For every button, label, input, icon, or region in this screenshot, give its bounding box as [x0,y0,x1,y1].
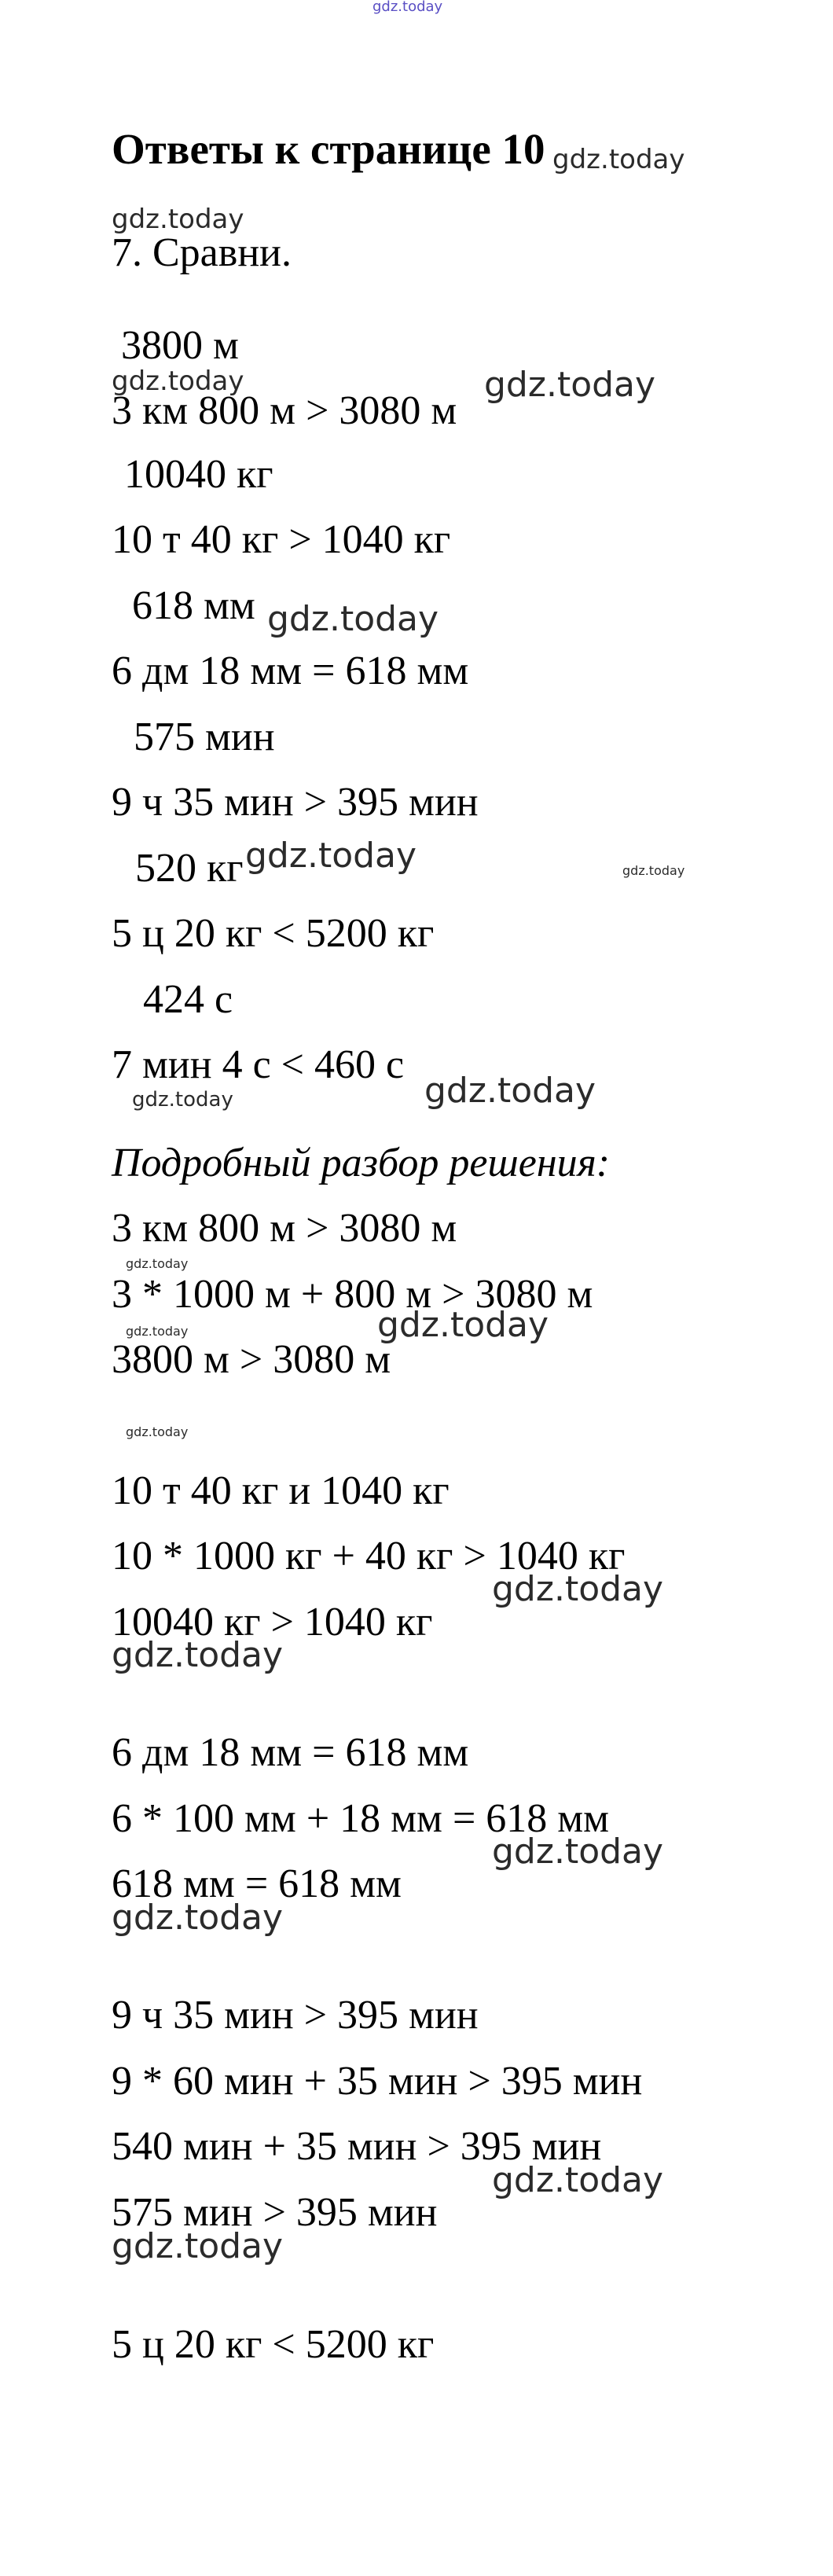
answer-hint-4: 575 мин [134,715,275,759]
solution-4-line-2: 9 * 60 мин + 35 мин > 395 мин [112,2059,643,2104]
solution-4-line-4: 575 мин > 395 мин [112,2190,438,2235]
watermark-s1d[interactable]: gdz.today [126,1424,189,1439]
watermark-s1c[interactable]: gdz.today [377,1305,549,1345]
page-title [112,126,545,173]
watermark-s4a[interactable]: gdz.today [492,2160,664,2200]
solution-5-line-1: 5 ц 20 кг < 5200 кг [112,2322,435,2367]
watermark-a3[interactable]: gdz.today [267,599,439,639]
answer-expr-3: 6 дм 18 мм = 618 мм [112,649,469,693]
watermark-a6-small[interactable]: gdz.today [132,1088,233,1112]
page-title-text: Ответы к странице 10 [112,125,545,173]
watermark-s1b[interactable]: gdz.today [126,1324,189,1339]
watermark-s1a[interactable]: gdz.today [126,1256,189,1271]
watermark-s2a[interactable]: gdz.today [492,1569,664,1609]
answer-expr-2: 10 т 40 кг > 1040 кг [112,517,451,562]
watermark-a1[interactable]: gdz.today [112,366,244,397]
watermark-s4b[interactable]: gdz.today [112,2226,284,2266]
answer-hint-5: 520 кг [135,846,244,891]
solution-1-line-2: 3 * 1000 м + 800 м > 3080 м [112,1272,593,1317]
watermark-a5[interactable]: gdz.today [245,836,417,876]
solution-3-line-2: 6 * 100 мм + 18 мм = 618 мм [112,1796,610,1841]
solution-4-line-3: 540 мин + 35 мин > 395 мин [112,2124,602,2169]
solution-1-line-1: 3 км 800 м > 3080 м [112,1206,457,1251]
answer-expr-6: 7 мин 4 с < 460 с [112,1042,405,1087]
solution-2-line-2: 10 * 1000 кг + 40 кг > 1040 кг [112,1534,626,1578]
watermark-a5-small[interactable]: gdz.today [622,863,685,878]
solution-1-line-3: 3800 м > 3080 м [112,1337,391,1382]
answer-hint-6: 424 с [143,977,233,1022]
solution-4-line-1: 9 ч 35 мин > 395 мин [112,1993,479,2038]
answer-hint-2: 10040 кг [124,452,273,497]
solution-heading: Подробный разбор решения: [112,1141,611,1185]
answer-expr-5: 5 ц 20 кг < 5200 кг [112,911,435,956]
watermark-s2b[interactable]: gdz.today [112,1635,284,1675]
task-label: 7. Сравни. [112,230,292,275]
answer-expr-4: 9 ч 35 мин > 395 мин [112,780,479,825]
watermark-a6[interactable]: gdz.today [424,1071,596,1111]
watermark-title[interactable]: gdz.today [552,144,685,175]
solution-2-line-1: 10 т 40 кг и 1040 кг [112,1468,450,1513]
watermark-s3b[interactable]: gdz.today [112,1898,284,1938]
answer-expr-1: 3 км 800 м > 3080 м [112,388,457,433]
watermark-a1-right[interactable]: gdz.today [484,365,656,405]
solution-3-line-1: 6 дм 18 мм = 618 мм [112,1730,469,1775]
watermark-top[interactable]: gdz.today [372,0,443,15]
watermark-s3a[interactable]: gdz.today [492,1832,664,1872]
answer-hint-3: 618 мм [132,583,255,628]
solution-2-line-3: 10040 кг > 1040 кг [112,1600,433,1644]
solution-3-line-3: 618 мм = 618 мм [112,1861,402,1906]
watermark-task[interactable]: gdz.today [112,204,244,235]
answer-hint-1: 3800 м [121,323,239,368]
